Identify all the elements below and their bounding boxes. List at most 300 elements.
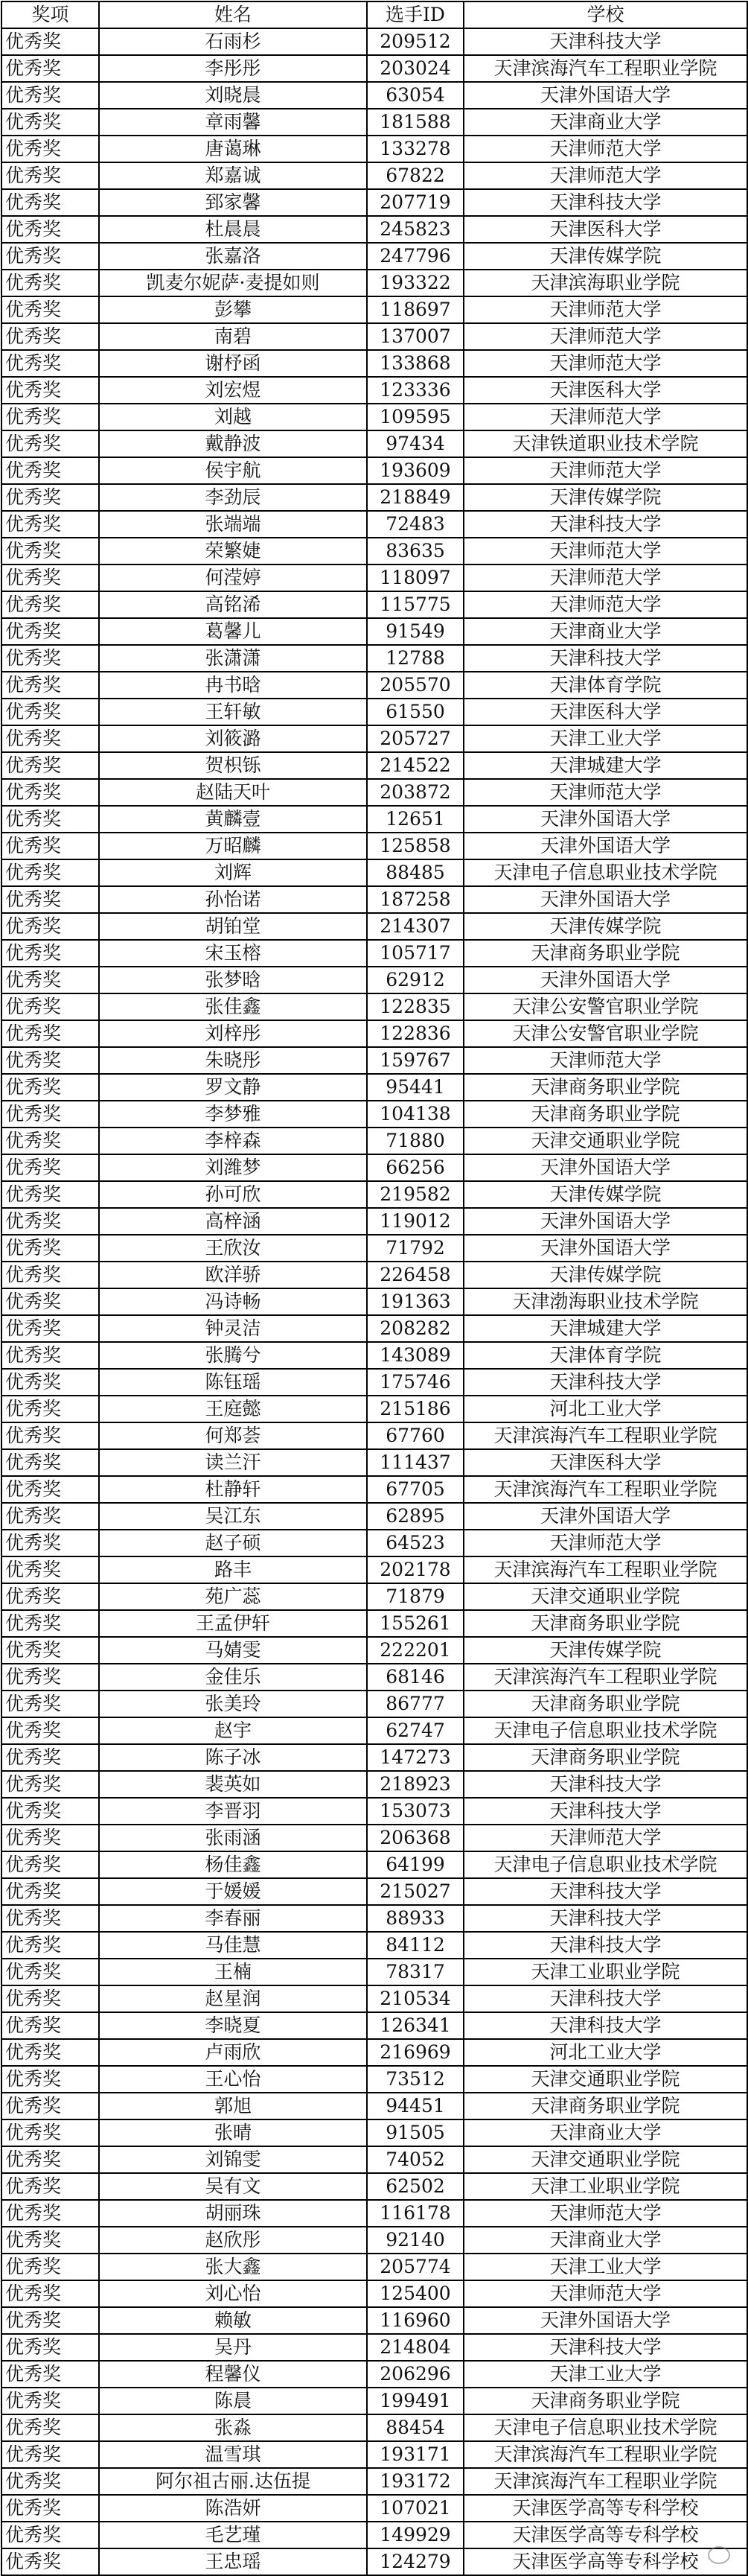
cell-id[interactable]: 133278 — [367, 136, 464, 162]
cell-name[interactable]: 万昭麟 — [99, 833, 367, 859]
cell-name[interactable]: 彭攀 — [99, 296, 367, 323]
cell-id[interactable]: 193322 — [367, 270, 464, 296]
cell-award[interactable]: 优秀奖 — [1, 591, 99, 618]
cell-id[interactable]: 107021 — [367, 2495, 464, 2522]
cell-name[interactable]: 唐蔼琳 — [99, 136, 367, 162]
cell-name[interactable]: 郅家馨 — [99, 189, 367, 216]
cell-id[interactable]: 105717 — [367, 940, 464, 967]
cell-id[interactable]: 215027 — [367, 1878, 464, 1905]
cell-id[interactable]: 126341 — [367, 2012, 464, 2039]
cell-id[interactable]: 175746 — [367, 1369, 464, 1396]
cell-name[interactable]: 吴江东 — [99, 1503, 367, 1530]
cell-id[interactable]: 147273 — [367, 1744, 464, 1771]
cell-school[interactable]: 天津科技大学 — [464, 1878, 747, 1905]
cell-id[interactable]: 118097 — [367, 565, 464, 591]
cell-award[interactable]: 优秀奖 — [1, 1449, 99, 1476]
cell-id[interactable]: 111437 — [367, 1449, 464, 1476]
cell-name[interactable]: 张嘉洛 — [99, 243, 367, 270]
cell-school[interactable]: 天津科技大学 — [464, 511, 747, 538]
cell-award[interactable]: 优秀奖 — [1, 136, 99, 162]
cell-name[interactable]: 刘锦雯 — [99, 2146, 367, 2173]
cell-school[interactable]: 天津滨海汽车工程职业学院 — [464, 2468, 747, 2495]
cell-id[interactable]: 205570 — [367, 672, 464, 699]
cell-award[interactable]: 优秀奖 — [1, 1851, 99, 1878]
cell-id[interactable]: 137007 — [367, 323, 464, 350]
cell-school[interactable]: 天津电子信息职业技术学院 — [464, 2414, 747, 2441]
cell-id[interactable]: 216969 — [367, 2039, 464, 2066]
cell-id[interactable]: 78317 — [367, 1959, 464, 1985]
cell-name[interactable]: 郭旭 — [99, 2093, 367, 2119]
cell-name[interactable]: 赵子硕 — [99, 1530, 367, 1556]
cell-id[interactable]: 202178 — [367, 1556, 464, 1583]
cell-award[interactable]: 优秀奖 — [1, 1422, 99, 1449]
cell-name[interactable]: 张美玲 — [99, 1691, 367, 1717]
cell-award[interactable]: 优秀奖 — [1, 2093, 99, 2119]
cell-award[interactable]: 优秀奖 — [1, 1744, 99, 1771]
cell-name[interactable]: 王轩敏 — [99, 699, 367, 725]
cell-id[interactable]: 247796 — [367, 243, 464, 270]
cell-id[interactable]: 124279 — [367, 2548, 464, 2575]
cell-award[interactable]: 优秀奖 — [1, 1235, 99, 1262]
cell-school[interactable]: 河北工业大学 — [464, 1396, 747, 1422]
cell-id[interactable]: 125858 — [367, 833, 464, 859]
cell-id[interactable]: 64199 — [367, 1851, 464, 1878]
cell-id[interactable]: 64523 — [367, 1530, 464, 1556]
cell-award[interactable]: 优秀奖 — [1, 1342, 99, 1369]
cell-id[interactable]: 84112 — [367, 1932, 464, 1959]
cell-id[interactable]: 118697 — [367, 296, 464, 323]
cell-name[interactable]: 王楠 — [99, 1959, 367, 1985]
cell-name[interactable]: 张端端 — [99, 511, 367, 538]
cell-id[interactable]: 181588 — [367, 109, 464, 136]
cell-award[interactable]: 优秀奖 — [1, 1074, 99, 1101]
cell-award[interactable]: 优秀奖 — [1, 886, 99, 913]
cell-name[interactable]: 杜晨晨 — [99, 216, 367, 243]
cell-id[interactable]: 203872 — [367, 779, 464, 806]
cell-name[interactable]: 凯麦尔妮萨·麦提如则 — [99, 270, 367, 296]
cell-name[interactable]: 马佳慧 — [99, 1932, 367, 1959]
cell-school[interactable]: 天津外国语大学 — [464, 82, 747, 109]
cell-name[interactable]: 读兰汗 — [99, 1449, 367, 1476]
cell-name[interactable]: 张梦晗 — [99, 967, 367, 993]
cell-name[interactable]: 赵星润 — [99, 1985, 367, 2012]
header-award[interactable]: 奖项 — [1, 1, 99, 28]
cell-school[interactable]: 天津师范大学 — [464, 2200, 747, 2227]
cell-school[interactable]: 天津交通职业学院 — [464, 2146, 747, 2173]
cell-award[interactable]: 优秀奖 — [1, 243, 99, 270]
cell-award[interactable]: 优秀奖 — [1, 752, 99, 779]
cell-id[interactable]: 214522 — [367, 752, 464, 779]
cell-id[interactable]: 149929 — [367, 2522, 464, 2548]
cell-name[interactable]: 侯宇航 — [99, 457, 367, 484]
cell-school[interactable]: 天津科技大学 — [464, 2012, 747, 2039]
cell-school[interactable]: 天津商务职业学院 — [464, 1610, 747, 1637]
cell-award[interactable]: 优秀奖 — [1, 1905, 99, 1932]
cell-id[interactable]: 205727 — [367, 725, 464, 752]
cell-school[interactable]: 天津商务职业学院 — [464, 1744, 747, 1771]
cell-id[interactable]: 12651 — [367, 806, 464, 833]
cell-name[interactable]: 胡丽珠 — [99, 2200, 367, 2227]
cell-name[interactable]: 赵宇 — [99, 1717, 367, 1744]
cell-award[interactable]: 优秀奖 — [1, 913, 99, 940]
cell-school[interactable]: 天津科技大学 — [464, 1905, 747, 1932]
cell-name[interactable]: 何郑荟 — [99, 1422, 367, 1449]
cell-name[interactable]: 赵陆天叶 — [99, 779, 367, 806]
cell-award[interactable]: 优秀奖 — [1, 484, 99, 511]
cell-award[interactable]: 优秀奖 — [1, 55, 99, 82]
cell-school[interactable]: 天津滨海汽车工程职业学院 — [464, 1664, 747, 1691]
cell-name[interactable]: 张淼 — [99, 2414, 367, 2441]
cell-name[interactable]: 张潇潇 — [99, 645, 367, 672]
cell-school[interactable]: 天津传媒学院 — [464, 1262, 747, 1288]
cell-award[interactable]: 优秀奖 — [1, 511, 99, 538]
cell-award[interactable]: 优秀奖 — [1, 2334, 99, 2361]
cell-name[interactable]: 张腾兮 — [99, 1342, 367, 1369]
cell-id[interactable]: 88485 — [367, 859, 464, 886]
cell-id[interactable]: 116178 — [367, 2200, 464, 2227]
cell-award[interactable]: 优秀奖 — [1, 189, 99, 216]
cell-school[interactable]: 河北工业大学 — [464, 2039, 747, 2066]
cell-id[interactable]: 116960 — [367, 2307, 464, 2334]
cell-name[interactable]: 李彤彤 — [99, 55, 367, 82]
cell-award[interactable]: 优秀奖 — [1, 2119, 99, 2146]
cell-id[interactable]: 193609 — [367, 457, 464, 484]
cell-name[interactable]: 刘辉 — [99, 859, 367, 886]
cell-name[interactable]: 杨佳鑫 — [99, 1851, 367, 1878]
cell-award[interactable]: 优秀奖 — [1, 1825, 99, 1851]
cell-school[interactable]: 天津医学高等专科学校 — [464, 2495, 747, 2522]
cell-school[interactable]: 天津商务职业学院 — [464, 2388, 747, 2414]
cell-id[interactable]: 12788 — [367, 645, 464, 672]
cell-school[interactable]: 天津交通职业学院 — [464, 1583, 747, 1610]
cell-name[interactable]: 孙可欣 — [99, 1181, 367, 1208]
cell-name[interactable]: 荣繁婕 — [99, 538, 367, 565]
cell-school[interactable]: 天津滨海汽车工程职业学院 — [464, 55, 747, 82]
cell-school[interactable]: 天津传媒学院 — [464, 484, 747, 511]
cell-school[interactable]: 天津体育学院 — [464, 672, 747, 699]
cell-id[interactable]: 109595 — [367, 404, 464, 430]
cell-award[interactable]: 优秀奖 — [1, 82, 99, 109]
cell-award[interactable]: 优秀奖 — [1, 2307, 99, 2334]
cell-award[interactable]: 优秀奖 — [1, 1047, 99, 1074]
cell-school[interactable]: 天津渤海职业技术学院 — [464, 1288, 747, 1315]
cell-name[interactable]: 李晋羽 — [99, 1798, 367, 1825]
header-name[interactable]: 姓名 — [99, 1, 367, 28]
cell-award[interactable]: 优秀奖 — [1, 1771, 99, 1798]
cell-name[interactable]: 李晓夏 — [99, 2012, 367, 2039]
cell-name[interactable]: 陈钰瑶 — [99, 1369, 367, 1396]
cell-name[interactable]: 高梓涵 — [99, 1208, 367, 1235]
cell-award[interactable]: 优秀奖 — [1, 1959, 99, 1985]
cell-award[interactable]: 优秀奖 — [1, 109, 99, 136]
cell-name[interactable]: 刘梓彤 — [99, 1020, 367, 1047]
cell-name[interactable]: 贺枳铄 — [99, 752, 367, 779]
cell-award[interactable]: 优秀奖 — [1, 2388, 99, 2414]
cell-id[interactable]: 67760 — [367, 1422, 464, 1449]
cell-id[interactable]: 125400 — [367, 2280, 464, 2307]
cell-award[interactable]: 优秀奖 — [1, 2441, 99, 2468]
cell-name[interactable]: 葛馨儿 — [99, 618, 367, 645]
cell-id[interactable]: 191363 — [367, 1288, 464, 1315]
cell-school[interactable]: 天津医科大学 — [464, 377, 747, 404]
cell-school[interactable]: 天津科技大学 — [464, 1985, 747, 2012]
cell-award[interactable]: 优秀奖 — [1, 1101, 99, 1128]
cell-name[interactable]: 南碧 — [99, 323, 367, 350]
cell-school[interactable]: 天津师范大学 — [464, 350, 747, 377]
cell-award[interactable]: 优秀奖 — [1, 1637, 99, 1664]
cell-award[interactable]: 优秀奖 — [1, 2227, 99, 2254]
cell-id[interactable]: 218849 — [367, 484, 464, 511]
cell-name[interactable]: 毛艺瑾 — [99, 2522, 367, 2548]
cell-school[interactable]: 天津师范大学 — [464, 591, 747, 618]
cell-award[interactable]: 优秀奖 — [1, 1208, 99, 1235]
cell-name[interactable]: 李梦雅 — [99, 1101, 367, 1128]
cell-school[interactable]: 天津传媒学院 — [464, 1637, 747, 1664]
cell-award[interactable]: 优秀奖 — [1, 1262, 99, 1288]
cell-id[interactable]: 68146 — [367, 1664, 464, 1691]
cell-school[interactable]: 天津公安警官职业学院 — [464, 1020, 747, 1047]
cell-award[interactable]: 优秀奖 — [1, 2414, 99, 2441]
cell-id[interactable]: 207719 — [367, 189, 464, 216]
cell-school[interactable]: 天津电子信息职业技术学院 — [464, 859, 747, 886]
cell-award[interactable]: 优秀奖 — [1, 565, 99, 591]
cell-name[interactable]: 王心怡 — [99, 2066, 367, 2093]
cell-school[interactable]: 天津外国语大学 — [464, 1154, 747, 1181]
cell-school[interactable]: 天津滨海汽车工程职业学院 — [464, 1422, 747, 1449]
cell-award[interactable]: 优秀奖 — [1, 430, 99, 457]
cell-school[interactable]: 天津城建大学 — [464, 1315, 747, 1342]
cell-school[interactable]: 天津交通职业学院 — [464, 1128, 747, 1154]
cell-award[interactable]: 优秀奖 — [1, 216, 99, 243]
cell-name[interactable]: 张佳鑫 — [99, 993, 367, 1020]
cell-id[interactable]: 187258 — [367, 886, 464, 913]
cell-school[interactable]: 天津电子信息职业技术学院 — [464, 1851, 747, 1878]
cell-id[interactable]: 119012 — [367, 1208, 464, 1235]
cell-id[interactable]: 155261 — [367, 1610, 464, 1637]
cell-id[interactable]: 94451 — [367, 2093, 464, 2119]
cell-award[interactable]: 优秀奖 — [1, 2361, 99, 2388]
cell-name[interactable]: 李劲辰 — [99, 484, 367, 511]
cell-id[interactable]: 123336 — [367, 377, 464, 404]
cell-school[interactable]: 天津外国语大学 — [464, 1208, 747, 1235]
cell-id[interactable]: 71879 — [367, 1583, 464, 1610]
cell-award[interactable]: 优秀奖 — [1, 296, 99, 323]
cell-id[interactable]: 222201 — [367, 1637, 464, 1664]
cell-name[interactable]: 王忠瑶 — [99, 2548, 367, 2575]
cell-name[interactable]: 冉书晗 — [99, 672, 367, 699]
cell-award[interactable]: 优秀奖 — [1, 2039, 99, 2066]
cell-id[interactable]: 193172 — [367, 2468, 464, 2495]
cell-school[interactable]: 天津体育学院 — [464, 1342, 747, 1369]
cell-school[interactable]: 天津传媒学院 — [464, 1181, 747, 1208]
cell-name[interactable]: 王庭懿 — [99, 1396, 367, 1422]
cell-id[interactable]: 159767 — [367, 1047, 464, 1074]
cell-id[interactable]: 86777 — [367, 1691, 464, 1717]
cell-id[interactable]: 206368 — [367, 1825, 464, 1851]
cell-name[interactable]: 刘筱潞 — [99, 725, 367, 752]
cell-name[interactable]: 朱晓彤 — [99, 1047, 367, 1074]
cell-award[interactable]: 优秀奖 — [1, 1315, 99, 1342]
cell-name[interactable]: 石雨杉 — [99, 28, 367, 55]
cell-name[interactable]: 张大鑫 — [99, 2254, 367, 2280]
cell-award[interactable]: 优秀奖 — [1, 645, 99, 672]
cell-name[interactable]: 杜静轩 — [99, 1476, 367, 1503]
cell-school[interactable]: 天津师范大学 — [464, 1825, 747, 1851]
cell-school[interactable]: 天津科技大学 — [464, 189, 747, 216]
cell-id[interactable]: 73512 — [367, 2066, 464, 2093]
cell-school[interactable]: 天津外国语大学 — [464, 833, 747, 859]
cell-id[interactable]: 199491 — [367, 2388, 464, 2414]
cell-id[interactable]: 71792 — [367, 1235, 464, 1262]
cell-award[interactable]: 优秀奖 — [1, 1798, 99, 1825]
cell-school[interactable]: 天津科技大学 — [464, 1369, 747, 1396]
cell-name[interactable]: 裴英如 — [99, 1771, 367, 1798]
cell-award[interactable]: 优秀奖 — [1, 350, 99, 377]
cell-award[interactable]: 优秀奖 — [1, 2468, 99, 2495]
cell-name[interactable]: 刘晓晨 — [99, 82, 367, 109]
cell-id[interactable]: 62895 — [367, 1503, 464, 1530]
cell-school[interactable]: 天津师范大学 — [464, 323, 747, 350]
cell-school[interactable]: 天津科技大学 — [464, 2334, 747, 2361]
cell-id[interactable]: 210534 — [367, 1985, 464, 2012]
cell-name[interactable]: 胡铂堂 — [99, 913, 367, 940]
cell-award[interactable]: 优秀奖 — [1, 2173, 99, 2200]
cell-school[interactable]: 天津商务职业学院 — [464, 1691, 747, 1717]
cell-award[interactable]: 优秀奖 — [1, 323, 99, 350]
cell-award[interactable]: 优秀奖 — [1, 270, 99, 296]
cell-school[interactable]: 天津商务职业学院 — [464, 1101, 747, 1128]
cell-id[interactable]: 115775 — [367, 591, 464, 618]
cell-id[interactable]: 91505 — [367, 2119, 464, 2146]
cell-id[interactable]: 62502 — [367, 2173, 464, 2200]
cell-name[interactable]: 冯诗畅 — [99, 1288, 367, 1315]
cell-name[interactable]: 张雨涵 — [99, 1825, 367, 1851]
cell-school[interactable]: 天津师范大学 — [464, 136, 747, 162]
cell-school[interactable]: 天津商业大学 — [464, 2119, 747, 2146]
cell-award[interactable]: 优秀奖 — [1, 457, 99, 484]
cell-award[interactable]: 优秀奖 — [1, 2522, 99, 2548]
cell-id[interactable]: 91549 — [367, 618, 464, 645]
cell-award[interactable]: 优秀奖 — [1, 1985, 99, 2012]
cell-award[interactable]: 优秀奖 — [1, 1583, 99, 1610]
cell-award[interactable]: 优秀奖 — [1, 1369, 99, 1396]
cell-name[interactable]: 刘心怡 — [99, 2280, 367, 2307]
cell-school[interactable]: 天津商务职业学院 — [464, 2093, 747, 2119]
cell-school[interactable]: 天津师范大学 — [464, 1047, 747, 1074]
cell-school[interactable]: 天津医学高等专科学校 — [464, 2522, 747, 2548]
cell-name[interactable]: 陈子冰 — [99, 1744, 367, 1771]
cell-award[interactable]: 优秀奖 — [1, 1154, 99, 1181]
cell-id[interactable]: 193171 — [367, 2441, 464, 2468]
cell-id[interactable]: 97434 — [367, 430, 464, 457]
cell-school[interactable]: 天津滨海汽车工程职业学院 — [464, 2441, 747, 2468]
cell-school[interactable]: 天津师范大学 — [464, 1530, 747, 1556]
cell-award[interactable]: 优秀奖 — [1, 1288, 99, 1315]
cell-school[interactable]: 天津医科大学 — [464, 1449, 747, 1476]
cell-award[interactable]: 优秀奖 — [1, 2012, 99, 2039]
cell-name[interactable]: 路丰 — [99, 1556, 367, 1583]
cell-name[interactable]: 陈浩妍 — [99, 2495, 367, 2522]
cell-id[interactable]: 95441 — [367, 1074, 464, 1101]
cell-id[interactable]: 62747 — [367, 1717, 464, 1744]
cell-school[interactable]: 天津城建大学 — [464, 752, 747, 779]
cell-name[interactable]: 吴有文 — [99, 2173, 367, 2200]
cell-name[interactable]: 刘潍梦 — [99, 1154, 367, 1181]
cell-school[interactable]: 天津外国语大学 — [464, 806, 747, 833]
cell-id[interactable]: 153073 — [367, 1798, 464, 1825]
cell-name[interactable]: 高铭浠 — [99, 591, 367, 618]
cell-award[interactable]: 优秀奖 — [1, 618, 99, 645]
cell-school[interactable]: 天津商业大学 — [464, 109, 747, 136]
cell-school[interactable]: 天津商业大学 — [464, 618, 747, 645]
cell-award[interactable]: 优秀奖 — [1, 538, 99, 565]
cell-id[interactable]: 205774 — [367, 2254, 464, 2280]
cell-name[interactable]: 马婧雯 — [99, 1637, 367, 1664]
cell-id[interactable]: 88454 — [367, 2414, 464, 2441]
cell-id[interactable]: 215186 — [367, 1396, 464, 1422]
cell-id[interactable]: 83635 — [367, 538, 464, 565]
cell-school[interactable]: 天津科技大学 — [464, 28, 747, 55]
cell-school[interactable]: 天津师范大学 — [464, 565, 747, 591]
cell-id[interactable]: 214804 — [367, 2334, 464, 2361]
cell-name[interactable]: 陈晨 — [99, 2388, 367, 2414]
cell-school[interactable]: 天津电子信息职业技术学院 — [464, 1717, 747, 1744]
cell-award[interactable]: 优秀奖 — [1, 779, 99, 806]
cell-award[interactable]: 优秀奖 — [1, 672, 99, 699]
cell-award[interactable]: 优秀奖 — [1, 1556, 99, 1583]
cell-id[interactable]: 203024 — [367, 55, 464, 82]
cell-award[interactable]: 优秀奖 — [1, 1476, 99, 1503]
cell-school[interactable]: 天津医科大学 — [464, 699, 747, 725]
cell-award[interactable]: 优秀奖 — [1, 404, 99, 430]
cell-award[interactable]: 优秀奖 — [1, 967, 99, 993]
cell-name[interactable]: 程馨仪 — [99, 2361, 367, 2388]
cell-school[interactable]: 天津滨海汽车工程职业学院 — [464, 1556, 747, 1583]
cell-award[interactable]: 优秀奖 — [1, 2146, 99, 2173]
header-school[interactable]: 学校 — [464, 1, 747, 28]
cell-award[interactable]: 优秀奖 — [1, 859, 99, 886]
cell-award[interactable]: 优秀奖 — [1, 806, 99, 833]
cell-school[interactable]: 天津商务职业学院 — [464, 940, 747, 967]
cell-award[interactable]: 优秀奖 — [1, 1932, 99, 1959]
cell-name[interactable]: 王孟伊轩 — [99, 1610, 367, 1637]
cell-name[interactable]: 戴静波 — [99, 430, 367, 457]
cell-name[interactable]: 卢雨欣 — [99, 2039, 367, 2066]
cell-school[interactable]: 天津交通职业学院 — [464, 2066, 747, 2093]
cell-school[interactable]: 天津公安警官职业学院 — [464, 993, 747, 1020]
cell-school[interactable]: 天津外国语大学 — [464, 967, 747, 993]
cell-school[interactable]: 天津工业职业学院 — [464, 2173, 747, 2200]
cell-name[interactable]: 赖敏 — [99, 2307, 367, 2334]
cell-award[interactable]: 优秀奖 — [1, 2548, 99, 2575]
cell-name[interactable]: 钟灵洁 — [99, 1315, 367, 1342]
cell-award[interactable]: 优秀奖 — [1, 993, 99, 1020]
cell-school[interactable]: 天津医学高等专科学校 — [464, 2548, 747, 2575]
cell-id[interactable]: 92140 — [367, 2227, 464, 2254]
cell-name[interactable]: 金佳乐 — [99, 1664, 367, 1691]
cell-id[interactable]: 67822 — [367, 162, 464, 189]
cell-id[interactable]: 226458 — [367, 1262, 464, 1288]
cell-award[interactable]: 优秀奖 — [1, 2495, 99, 2522]
cell-id[interactable]: 133868 — [367, 350, 464, 377]
cell-id[interactable]: 219582 — [367, 1181, 464, 1208]
cell-name[interactable]: 黄麟壹 — [99, 806, 367, 833]
cell-school[interactable]: 天津商务职业学院 — [464, 1074, 747, 1101]
cell-name[interactable]: 孙怡诺 — [99, 886, 367, 913]
cell-name[interactable]: 谢杼函 — [99, 350, 367, 377]
cell-school[interactable]: 天津工业职业学院 — [464, 1959, 747, 1985]
cell-award[interactable]: 优秀奖 — [1, 28, 99, 55]
